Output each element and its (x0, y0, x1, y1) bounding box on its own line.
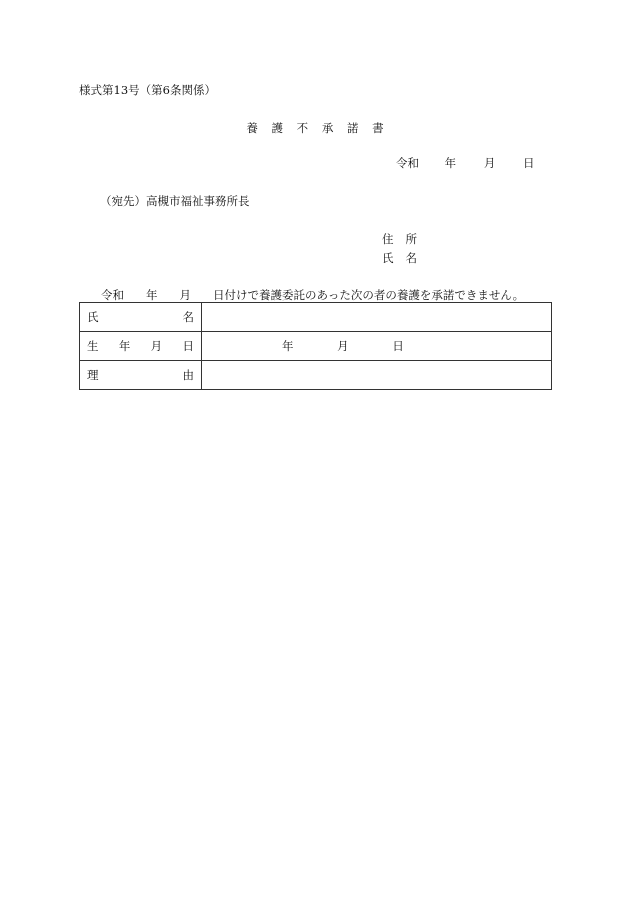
table-row (80, 361, 552, 390)
birthdate-value-cell[interactable] (202, 332, 552, 361)
label-char: 生 (87, 339, 99, 353)
subject-table (79, 302, 552, 390)
date-month: 月 (483, 156, 496, 170)
date-day: 日 (522, 156, 535, 170)
birth-day: 日 (392, 339, 404, 353)
label-char: 理 (87, 368, 99, 382)
statement (101, 287, 524, 303)
row-label-birthdate (80, 332, 202, 361)
name-label-char: 氏 (382, 251, 394, 265)
name-label (382, 250, 417, 266)
label-char: 月 (150, 339, 163, 353)
title-char: 護 (271, 121, 284, 135)
date-era: 令和 (396, 156, 419, 170)
form-number: 様式第13号（第6条関係） (79, 83, 216, 97)
address-label-char: 住 (382, 232, 394, 246)
statement-year: 年 (146, 288, 158, 302)
birth-year: 年 (282, 339, 294, 353)
addressee: （宛先）高槻市福祉事務所長 (100, 194, 250, 208)
label-char: 日 (182, 339, 194, 353)
reason-value-cell[interactable] (202, 361, 552, 390)
birth-month: 月 (337, 339, 349, 353)
date-line (396, 155, 534, 171)
row-label-reason (80, 361, 202, 390)
statement-rest: 日付けで養護委託のあった次の者の養護を承諾できません。 (213, 288, 525, 302)
label-char: 氏 (87, 310, 99, 324)
date-year: 年 (444, 156, 457, 170)
statement-month: 月 (179, 288, 191, 302)
name-value-cell[interactable] (202, 303, 552, 332)
statement-era: 令和 (101, 288, 124, 302)
table-row (80, 332, 552, 361)
row-label-name (80, 303, 202, 332)
title-char: 承 (321, 121, 334, 135)
label-char: 年 (118, 339, 131, 353)
title-char: 書 (372, 121, 384, 135)
title-char: 諾 (346, 121, 359, 135)
title-char: 養 (246, 121, 258, 135)
table-row (80, 303, 552, 332)
address-label (382, 231, 417, 247)
label-char: 由 (182, 368, 194, 382)
label-char: 名 (182, 310, 194, 324)
name-label-char: 名 (405, 251, 417, 265)
address-label-char: 所 (405, 232, 417, 246)
title-char: 不 (296, 121, 309, 135)
document-title (0, 120, 630, 136)
